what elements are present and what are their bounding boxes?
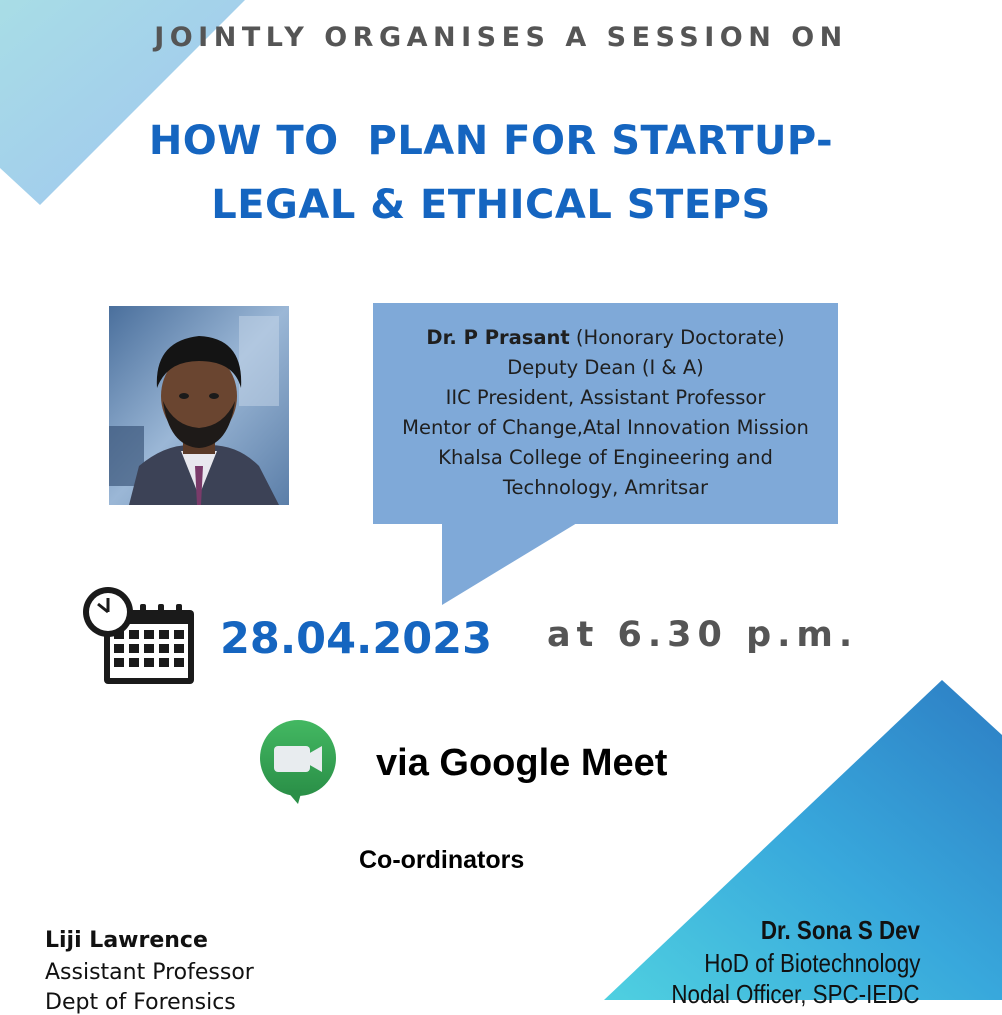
meeting-platform: via Google Meet	[376, 742, 668, 784]
speaker-info-bubble	[373, 303, 838, 524]
clock-icon	[83, 587, 133, 637]
coordinator-right-name: Dr. Sona S Dev	[760, 915, 920, 945]
event-time: at 6.30 p.m.	[547, 615, 859, 655]
speaker-designation-4: Khalsa College of Engineering and	[438, 446, 773, 469]
event-date: 28.04.2023	[220, 614, 493, 664]
speaker-photo	[109, 306, 289, 505]
speech-bubble-tail	[442, 523, 582, 608]
speaker-designation-5: Technology, Amritsar	[502, 476, 709, 499]
google-meet-icon	[258, 718, 340, 804]
coordinators-heading: Co-ordinators	[359, 846, 525, 874]
speaker-designation-1: Deputy Dean (I & A)	[507, 356, 704, 379]
speaker-name-suffix: (Honorary Doctorate)	[569, 326, 785, 349]
coordinator-left-name: Liji Lawrence	[45, 928, 208, 953]
subheading: JOINTLY ORGANISES A SESSION ON	[154, 22, 848, 53]
session-title-line-2: LEGAL & ETHICAL STEPS	[211, 182, 771, 228]
calendar-icon	[82, 586, 197, 686]
coordinator-left-title: Assistant Professor	[45, 960, 254, 985]
coordinator-right-title: HoD of Biotechnology	[703, 948, 920, 978]
coordinator-left-dept: Dept of Forensics	[45, 990, 236, 1015]
speaker-designation-2: IIC President, Assistant Professor	[445, 386, 766, 409]
coordinator-right-role: Nodal Officer, SPC-IEDC	[671, 979, 920, 1009]
speaker-name: Dr. P Prasant	[426, 326, 570, 349]
session-title-line-1: HOW TO PLAN FOR STARTUP-	[148, 118, 834, 164]
speaker-name-line	[373, 326, 838, 349]
speaker-designation-3: Mentor of Change,Atal Innovation Mission	[402, 416, 809, 439]
